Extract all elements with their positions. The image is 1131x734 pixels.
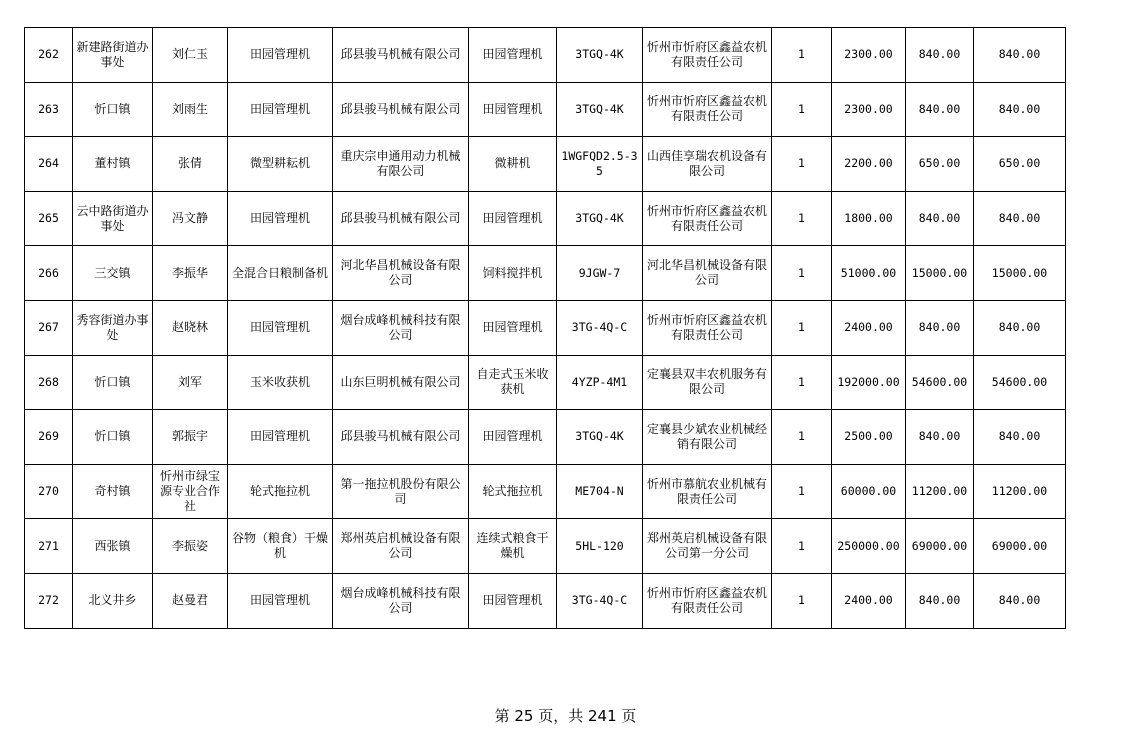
township-cell: 秀容街道办事处 — [73, 300, 153, 355]
manufacturer-cell: 邱县骏马机械有限公司 — [333, 191, 469, 246]
row-number-cell: 270 — [25, 464, 73, 519]
sale-price-cell: 2300.00 — [832, 28, 906, 83]
machine-category-cell: 玉米收获机 — [228, 355, 333, 410]
township-cell: 忻口镇 — [73, 82, 153, 137]
sale-price-cell: 51000.00 — [832, 246, 906, 301]
machine-category-cell: 田园管理机 — [228, 300, 333, 355]
table-row — [25, 82, 1066, 137]
machine-category-cell: 田园管理机 — [228, 573, 333, 628]
manufacturer-cell: 邱县骏马机械有限公司 — [333, 410, 469, 465]
dealer-cell: 忻州市忻府区鑫益农机有限责任公司 — [643, 300, 772, 355]
total-subsidy-cell: 840.00 — [974, 82, 1066, 137]
dealer-cell: 忻州市忻府区鑫益农机有限责任公司 — [643, 191, 772, 246]
quantity-cell: 1 — [772, 573, 832, 628]
quantity-cell: 1 — [772, 519, 832, 574]
product-name-cell: 连续式粮食干燥机 — [469, 519, 557, 574]
quantity-cell: 1 — [772, 464, 832, 519]
subsidy-amount-cell: 54600.00 — [906, 355, 974, 410]
machine-category-cell: 田园管理机 — [228, 191, 333, 246]
row-number-cell: 272 — [25, 573, 73, 628]
table-row — [25, 246, 1066, 301]
product-name-cell: 田园管理机 — [469, 573, 557, 628]
buyer-name-cell: 忻州市绿宝源专业合作社 — [153, 464, 228, 519]
model-cell: 3TGQ-4K — [557, 28, 643, 83]
row-number-cell: 265 — [25, 191, 73, 246]
sale-price-cell: 2400.00 — [832, 573, 906, 628]
quantity-cell: 1 — [772, 137, 832, 192]
model-cell: ME704-N — [557, 464, 643, 519]
total-subsidy-cell: 15000.00 — [974, 246, 1066, 301]
subsidy-amount-cell: 840.00 — [906, 82, 974, 137]
quantity-cell: 1 — [772, 300, 832, 355]
table-row — [25, 300, 1066, 355]
township-cell: 奇村镇 — [73, 464, 153, 519]
product-name-cell: 饲料搅拌机 — [469, 246, 557, 301]
product-name-cell: 自走式玉米收获机 — [469, 355, 557, 410]
sale-price-cell: 2400.00 — [832, 300, 906, 355]
row-number-cell: 269 — [25, 410, 73, 465]
township-cell: 三交镇 — [73, 246, 153, 301]
row-number-cell: 263 — [25, 82, 73, 137]
subsidy-amount-cell: 11200.00 — [906, 464, 974, 519]
dealer-cell: 忻州市忻府区鑫益农机有限责任公司 — [643, 82, 772, 137]
sale-price-cell: 60000.00 — [832, 464, 906, 519]
row-number-cell: 268 — [25, 355, 73, 410]
machine-category-cell: 谷物（粮食）干燥机 — [228, 519, 333, 574]
manufacturer-cell: 第一拖拉机股份有限公司 — [333, 464, 469, 519]
buyer-name-cell: 郭振宇 — [153, 410, 228, 465]
subsidy-amount-cell: 15000.00 — [906, 246, 974, 301]
manufacturer-cell: 烟台成峰机械科技有限公司 — [333, 573, 469, 628]
dealer-cell: 忻州市忻府区鑫益农机有限责任公司 — [643, 573, 772, 628]
quantity-cell: 1 — [772, 82, 832, 137]
product-name-cell: 轮式拖拉机 — [469, 464, 557, 519]
product-name-cell: 田园管理机 — [469, 28, 557, 83]
buyer-name-cell: 赵晓林 — [153, 300, 228, 355]
table-body — [25, 28, 1066, 629]
subsidy-amount-cell: 840.00 — [906, 410, 974, 465]
township-cell: 忻口镇 — [73, 410, 153, 465]
sale-price-cell: 2500.00 — [832, 410, 906, 465]
model-cell: 3TG-4Q-C — [557, 573, 643, 628]
dealer-cell: 忻州市慕航农业机械有限责任公司 — [643, 464, 772, 519]
township-cell: 西张镇 — [73, 519, 153, 574]
model-cell: 9JGW-7 — [557, 246, 643, 301]
township-cell: 北义井乡 — [73, 573, 153, 628]
manufacturer-cell: 烟台成峰机械科技有限公司 — [333, 300, 469, 355]
buyer-name-cell: 赵曼君 — [153, 573, 228, 628]
manufacturer-cell: 邱县骏马机械有限公司 — [333, 28, 469, 83]
manufacturer-cell: 重庆宗申通用动力机械有限公司 — [333, 137, 469, 192]
subsidy-amount-cell: 840.00 — [906, 300, 974, 355]
dealer-cell: 河北华昌机械设备有限公司 — [643, 246, 772, 301]
quantity-cell: 1 — [772, 28, 832, 83]
total-subsidy-cell: 840.00 — [974, 191, 1066, 246]
buyer-name-cell: 刘仁玉 — [153, 28, 228, 83]
sale-price-cell: 2300.00 — [832, 82, 906, 137]
township-cell: 云中路街道办事处 — [73, 191, 153, 246]
dealer-cell: 山西佳享瑞农机设备有限公司 — [643, 137, 772, 192]
table-row — [25, 137, 1066, 192]
model-cell: 3TGQ-4K — [557, 410, 643, 465]
machine-category-cell: 田园管理机 — [228, 82, 333, 137]
model-cell: 1WGFQD2.5-35 — [557, 137, 643, 192]
table-row — [25, 519, 1066, 574]
dealer-cell: 定襄县双丰农机服务有限公司 — [643, 355, 772, 410]
buyer-name-cell: 李振姿 — [153, 519, 228, 574]
subsidy-amount-cell: 650.00 — [906, 137, 974, 192]
subsidy-amount-cell: 69000.00 — [906, 519, 974, 574]
total-subsidy-cell: 840.00 — [974, 300, 1066, 355]
row-number-cell: 262 — [25, 28, 73, 83]
table-row — [25, 464, 1066, 519]
table-row — [25, 573, 1066, 628]
table-row — [25, 410, 1066, 465]
quantity-cell: 1 — [772, 355, 832, 410]
quantity-cell: 1 — [772, 410, 832, 465]
manufacturer-cell: 邱县骏马机械有限公司 — [333, 82, 469, 137]
machine-category-cell: 微型耕耘机 — [228, 137, 333, 192]
township-cell: 忻口镇 — [73, 355, 153, 410]
total-subsidy-cell: 650.00 — [974, 137, 1066, 192]
buyer-name-cell: 张倩 — [153, 137, 228, 192]
model-cell: 3TGQ-4K — [557, 82, 643, 137]
total-subsidy-cell: 11200.00 — [974, 464, 1066, 519]
row-number-cell: 264 — [25, 137, 73, 192]
total-subsidy-cell: 69000.00 — [974, 519, 1066, 574]
product-name-cell: 微耕机 — [469, 137, 557, 192]
manufacturer-cell: 河北华昌机械设备有限公司 — [333, 246, 469, 301]
row-number-cell: 266 — [25, 246, 73, 301]
township-cell: 新建路街道办事处 — [73, 28, 153, 83]
manufacturer-cell: 郑州英启机械设备有限公司 — [333, 519, 469, 574]
machine-category-cell: 田园管理机 — [228, 28, 333, 83]
table-row — [25, 355, 1066, 410]
township-cell: 董村镇 — [73, 137, 153, 192]
machine-category-cell: 田园管理机 — [228, 410, 333, 465]
total-subsidy-cell: 840.00 — [974, 410, 1066, 465]
buyer-name-cell: 刘军 — [153, 355, 228, 410]
buyer-name-cell: 刘雨生 — [153, 82, 228, 137]
dealer-cell: 忻州市忻府区鑫益农机有限责任公司 — [643, 28, 772, 83]
table-row — [25, 191, 1066, 246]
row-number-cell: 271 — [25, 519, 73, 574]
model-cell: 3TG-4Q-C — [557, 300, 643, 355]
model-cell: 5HL-120 — [557, 519, 643, 574]
buyer-name-cell: 李振华 — [153, 246, 228, 301]
total-subsidy-cell: 840.00 — [974, 28, 1066, 83]
machine-category-cell: 轮式拖拉机 — [228, 464, 333, 519]
buyer-name-cell: 冯文静 — [153, 191, 228, 246]
quantity-cell: 1 — [772, 246, 832, 301]
sale-price-cell: 192000.00 — [832, 355, 906, 410]
product-name-cell: 田园管理机 — [469, 410, 557, 465]
subsidy-amount-cell: 840.00 — [906, 573, 974, 628]
model-cell: 4YZP-4M1 — [557, 355, 643, 410]
product-name-cell: 田园管理机 — [469, 300, 557, 355]
subsidy-amount-cell: 840.00 — [906, 191, 974, 246]
subsidy-amount-cell: 840.00 — [906, 28, 974, 83]
product-name-cell: 田园管理机 — [469, 82, 557, 137]
model-cell: 3TGQ-4K — [557, 191, 643, 246]
page-footer: 第 25 页，共 241 页 — [494, 707, 637, 725]
subsidy-table — [24, 27, 1066, 629]
sale-price-cell: 250000.00 — [832, 519, 906, 574]
quantity-cell: 1 — [772, 191, 832, 246]
product-name-cell: 田园管理机 — [469, 191, 557, 246]
dealer-cell: 定襄县少斌农业机械经销有限公司 — [643, 410, 772, 465]
sale-price-cell: 1800.00 — [832, 191, 906, 246]
dealer-cell: 郑州英启机械设备有限公司第一分公司 — [643, 519, 772, 574]
total-subsidy-cell: 840.00 — [974, 573, 1066, 628]
sale-price-cell: 2200.00 — [832, 137, 906, 192]
table-row — [25, 28, 1066, 83]
total-subsidy-cell: 54600.00 — [974, 355, 1066, 410]
row-number-cell: 267 — [25, 300, 73, 355]
machine-category-cell: 全混合日粮制备机 — [228, 246, 333, 301]
manufacturer-cell: 山东巨明机械有限公司 — [333, 355, 469, 410]
